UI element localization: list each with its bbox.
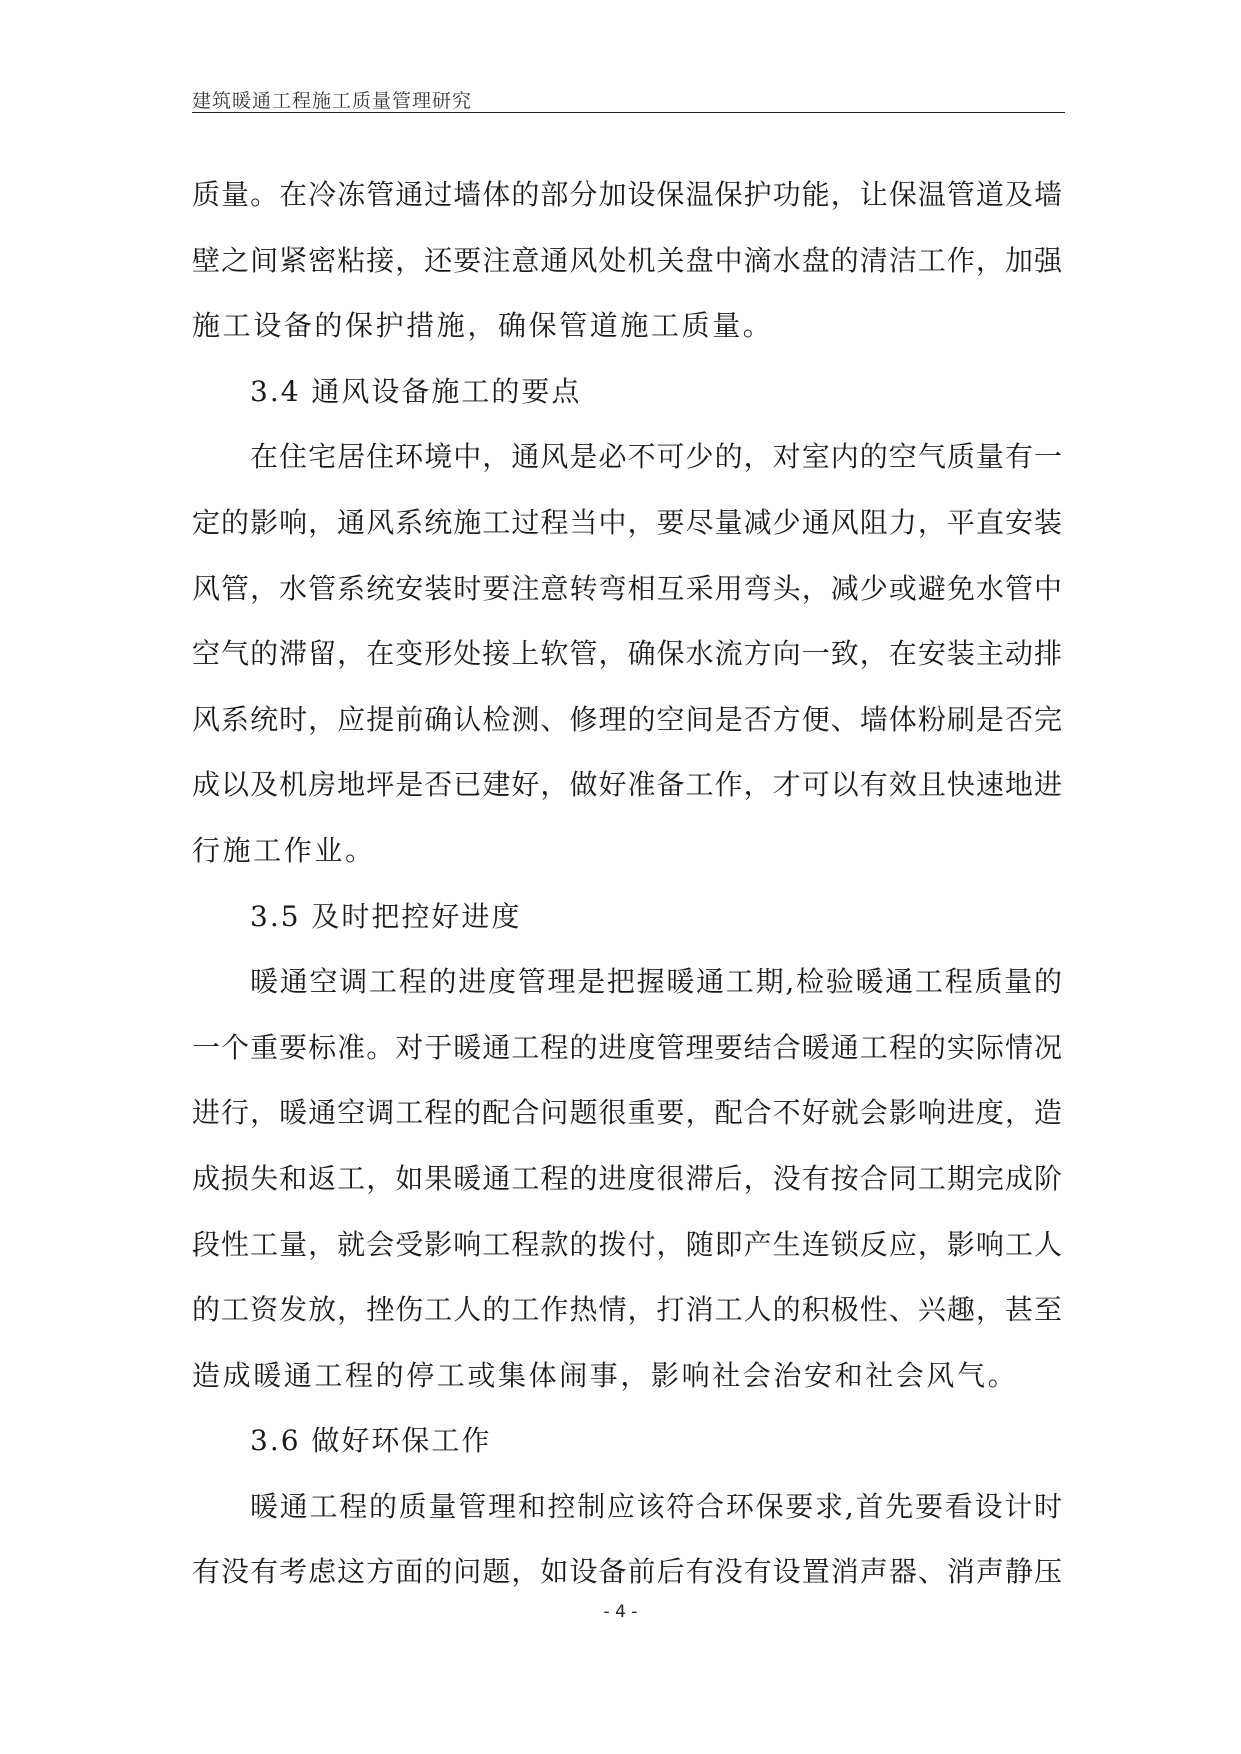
text-line: 的工资发放，挫伤工人的工作热情，打消工人的积极性、兴趣，甚至 <box>192 1293 1062 1327</box>
text-line: 成损失和返工，如果暖通工程的进度很滞后，没有按合同工期完成阶 <box>192 1161 1062 1195</box>
text-line: 段性工量，就会受影响工程款的拨付，随即产生连锁反应，影响工人 <box>192 1227 1062 1261</box>
text-line: 成以及机房地坪是否已建好，做好准备工作，才可以有效且快速地进 <box>192 768 1062 802</box>
page-number: - 4 - <box>603 1602 638 1622</box>
text-line: 质量。在冷冻管通过墙体的部分加设保温保护功能，让保温管道及墙 <box>192 178 1062 211</box>
text-line: 风系统时，应提前确认检测、修理的空间是否方便、墙体粉刷是否完 <box>192 702 1062 736</box>
text-line: 定的影响，通风系统施工过程当中，要尽量减少通风阻力，平直安装 <box>192 505 1062 539</box>
text-line: 风管，水管系统安装时要注意转弯相互采用弯头，减少或避免水管中 <box>192 571 1062 605</box>
text-line: 在住宅居住环境中，通风是必不可少的，对室内的空气质量有一 <box>250 440 1062 474</box>
section-heading: 3.5 及时把控好进度 <box>250 899 522 933</box>
running-header: 建筑暖通工程施工质量管理研究 <box>192 90 473 112</box>
header-rule <box>192 112 1065 113</box>
text-line: 一个重要标准。对于暖通工程的进度管理要结合暖通工程的实际情况 <box>192 1030 1062 1064</box>
section-heading: 3.6 做好环保工作 <box>250 1424 492 1458</box>
text-line: 造成暖通工程的停工或集体闹事，影响社会治安和社会风气。 <box>192 1358 1019 1392</box>
text-line: 有没有考虑这方面的问题，如设备前后有没有设置消声器、消声静压 <box>192 1555 1062 1589</box>
text-line: 暖通空调工程的进度管理是把握暖通工期,检验暖通工程质量的 <box>250 965 1062 999</box>
text-line: 施工设备的保护措施，确保管道施工质量。 <box>192 309 774 343</box>
body-text <box>192 162 1072 1605</box>
text-line: 暖通工程的质量管理和控制应该符合环保要求,首先要看设计时 <box>250 1489 1062 1523</box>
text-line: 壁之间紧密粘接，还要注意通风处机关盘中滴水盘的清洁工作，加强 <box>192 243 1062 277</box>
text-line: 进行，暖通空调工程的配合问题很重要，配合不好就会影响进度，造 <box>192 1096 1062 1130</box>
text-line: 空气的滞留，在变形处接上软管，确保水流方向一致，在安装主动排 <box>192 637 1062 671</box>
text-line: 行施工作业。 <box>192 833 376 867</box>
section-heading: 3.4 通风设备施工的要点 <box>250 374 582 408</box>
